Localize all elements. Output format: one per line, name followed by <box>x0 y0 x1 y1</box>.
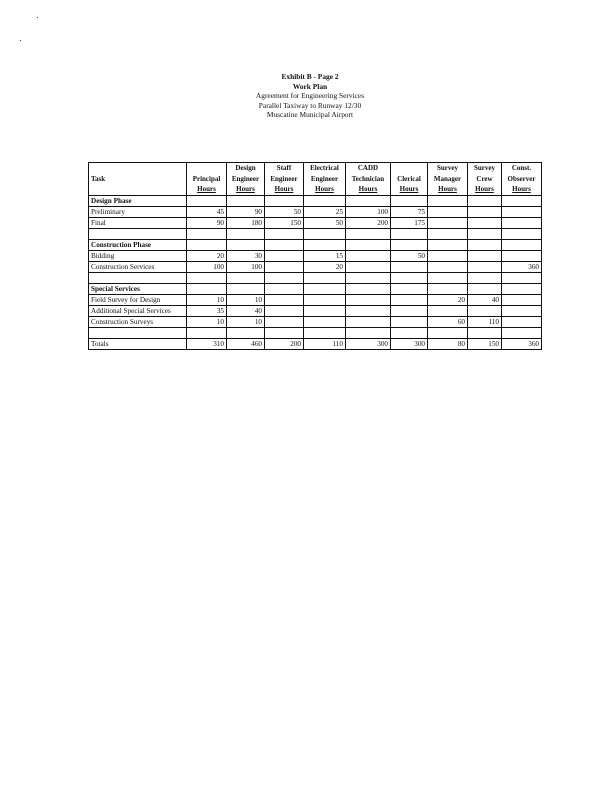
column-header: Engineer <box>304 174 346 185</box>
hours-cell <box>468 195 502 206</box>
task-cell <box>89 228 187 239</box>
hours-cell <box>468 217 502 228</box>
airport-title: Muscatine Municipal Airport <box>266 110 354 120</box>
hours-cell <box>428 228 468 239</box>
hours-cell: 20 <box>304 261 346 272</box>
hours-cell <box>346 261 391 272</box>
column-header: Technician <box>346 174 391 185</box>
hours-cell <box>346 228 391 239</box>
hours-cell <box>428 305 468 316</box>
document-header <box>200 72 420 120</box>
hours-cell: 180 <box>227 217 265 228</box>
hours-cell: 90 <box>187 217 227 228</box>
hours-cell <box>428 261 468 272</box>
hours-cell <box>265 261 304 272</box>
table-row <box>89 228 542 239</box>
table-row <box>89 261 542 272</box>
column-header: Const. <box>502 163 542 174</box>
scan-speck <box>20 40 21 41</box>
hours-cell: 200 <box>265 338 304 349</box>
hours-cell <box>468 206 502 217</box>
hours-cell <box>187 272 227 283</box>
column-header: Survey <box>468 163 502 174</box>
header-row <box>89 163 542 174</box>
hours-cell <box>428 250 468 261</box>
hours-cell <box>187 327 227 338</box>
hours-cell <box>428 217 468 228</box>
hours-cell <box>187 228 227 239</box>
task-cell: Final <box>89 217 187 228</box>
column-header <box>391 163 428 174</box>
column-header: Survey <box>428 163 468 174</box>
column-header: Observer <box>502 174 542 185</box>
hours-cell <box>227 283 265 294</box>
hours-cell <box>304 316 346 327</box>
column-header <box>187 163 227 174</box>
hours-cell <box>304 239 346 250</box>
hours-cell: 25 <box>304 206 346 217</box>
scan-speck <box>37 17 38 18</box>
task-cell <box>89 272 187 283</box>
table-row <box>89 272 542 283</box>
hours-cell <box>227 327 265 338</box>
hours-cell <box>346 294 391 305</box>
hours-cell <box>502 228 542 239</box>
hours-cell: 60 <box>428 316 468 327</box>
hours-cell <box>304 228 346 239</box>
hours-cell: 460 <box>227 338 265 349</box>
hours-cell: 110 <box>468 316 502 327</box>
hours-cell <box>502 217 542 228</box>
hours-cell <box>304 305 346 316</box>
hours-cell <box>428 272 468 283</box>
task-cell: Design Phase <box>89 195 187 206</box>
task-header <box>89 163 187 174</box>
column-header: Hours <box>502 184 542 195</box>
hours-cell: 45 <box>187 206 227 217</box>
task-header <box>89 184 187 195</box>
hours-cell <box>502 206 542 217</box>
column-header: Hours <box>468 184 502 195</box>
hours-cell <box>265 294 304 305</box>
hours-cell <box>502 239 542 250</box>
hours-cell: 310 <box>187 338 227 349</box>
task-cell: Bidding <box>89 250 187 261</box>
hours-cell <box>346 250 391 261</box>
hours-cell: 110 <box>304 338 346 349</box>
project-title: Parallel Taxiway to Runway 12/30 <box>258 100 362 110</box>
hours-cell <box>428 206 468 217</box>
task-cell: Special Services <box>89 283 187 294</box>
hours-cell <box>468 239 502 250</box>
hours-cell <box>428 327 468 338</box>
hours-cell <box>391 305 428 316</box>
hours-cell: 150 <box>265 217 304 228</box>
hours-cell <box>502 327 542 338</box>
hours-cell: 10 <box>187 316 227 327</box>
column-header: Engineer <box>265 174 304 185</box>
hours-cell <box>391 283 428 294</box>
column-header: Hours <box>304 184 346 195</box>
hours-cell: 300 <box>346 338 391 349</box>
hours-cell <box>346 327 391 338</box>
hours-cell <box>265 250 304 261</box>
hours-cell <box>346 195 391 206</box>
hours-cell <box>468 272 502 283</box>
task-cell <box>89 327 187 338</box>
column-header: Staff <box>265 163 304 174</box>
hours-cell: 20 <box>428 294 468 305</box>
work-plan-table <box>88 162 542 350</box>
hours-cell <box>502 195 542 206</box>
hours-cell: 10 <box>227 316 265 327</box>
column-header: Hours <box>391 184 428 195</box>
hours-cell <box>304 195 346 206</box>
hours-cell <box>346 272 391 283</box>
hours-cell <box>468 261 502 272</box>
hours-cell <box>468 305 502 316</box>
table-row <box>89 217 542 228</box>
hours-cell <box>265 272 304 283</box>
column-header: Hours <box>265 184 304 195</box>
hours-cell <box>391 239 428 250</box>
hours-cell <box>468 250 502 261</box>
hours-cell <box>265 239 304 250</box>
hours-cell <box>346 316 391 327</box>
exhibit-title: Exhibit B - Page 2 <box>281 72 339 81</box>
hours-cell: 10 <box>187 294 227 305</box>
hours-cell <box>468 228 502 239</box>
hours-cell <box>428 239 468 250</box>
hours-cell: 100 <box>187 261 227 272</box>
hours-cell <box>304 283 346 294</box>
hours-cell <box>502 305 542 316</box>
column-header: Engineer <box>227 174 265 185</box>
hours-cell <box>227 272 265 283</box>
totals-row <box>89 338 542 349</box>
hours-cell <box>304 327 346 338</box>
table-row <box>89 206 542 217</box>
hours-cell <box>428 283 468 294</box>
hours-cell: 80 <box>428 338 468 349</box>
hours-cell: 200 <box>346 217 391 228</box>
table-row <box>89 294 542 305</box>
hours-cell: 75 <box>391 206 428 217</box>
hours-cell: 100 <box>227 261 265 272</box>
column-header: Manager <box>428 174 468 185</box>
task-header: Task <box>89 174 187 185</box>
column-header: Hours <box>187 184 227 195</box>
hours-cell: 35 <box>187 305 227 316</box>
header-row <box>89 174 542 185</box>
hours-cell <box>265 305 304 316</box>
hours-cell <box>468 327 502 338</box>
task-cell: Field Survey for Design <box>89 294 187 305</box>
hours-cell <box>187 239 227 250</box>
hours-cell <box>346 283 391 294</box>
hours-cell: 50 <box>265 206 304 217</box>
table-row <box>89 305 542 316</box>
hours-cell <box>502 283 542 294</box>
section-row <box>89 239 542 250</box>
hours-cell: 40 <box>468 294 502 305</box>
hours-cell <box>346 239 391 250</box>
task-cell: Preliminary <box>89 206 187 217</box>
table-row <box>89 327 542 338</box>
column-header: Hours <box>227 184 265 195</box>
column-header: CADD <box>346 163 391 174</box>
hours-cell <box>468 283 502 294</box>
hours-cell: 360 <box>502 338 542 349</box>
hours-cell <box>391 228 428 239</box>
section-row <box>89 195 542 206</box>
table-row <box>89 316 542 327</box>
table-row <box>89 250 542 261</box>
section-row <box>89 283 542 294</box>
hours-cell <box>428 195 468 206</box>
hours-cell <box>265 316 304 327</box>
task-cell: Additional Special Services <box>89 305 187 316</box>
hours-cell: 360 <box>502 261 542 272</box>
hours-cell <box>502 272 542 283</box>
hours-cell: 100 <box>346 206 391 217</box>
hours-cell <box>265 195 304 206</box>
hours-cell: 20 <box>187 250 227 261</box>
hours-cell: 175 <box>391 217 428 228</box>
hours-cell: 15 <box>304 250 346 261</box>
header-row <box>89 184 542 195</box>
hours-cell <box>391 195 428 206</box>
hours-cell: 90 <box>227 206 265 217</box>
hours-cell: 50 <box>304 217 346 228</box>
hours-cell <box>391 327 428 338</box>
hours-cell <box>304 272 346 283</box>
column-header: Principal <box>187 174 227 185</box>
hours-cell <box>502 294 542 305</box>
hours-cell <box>265 283 304 294</box>
task-cell: Totals <box>89 338 187 349</box>
column-header: Hours <box>346 184 391 195</box>
hours-cell <box>265 327 304 338</box>
hours-cell <box>391 261 428 272</box>
column-header: Crew <box>468 174 502 185</box>
column-header: Hours <box>428 184 468 195</box>
hours-cell: 150 <box>468 338 502 349</box>
hours-cell: 300 <box>391 338 428 349</box>
hours-cell <box>391 294 428 305</box>
column-header: Clerical <box>391 174 428 185</box>
work-plan-title: Work Plan <box>292 81 328 91</box>
hours-cell <box>346 305 391 316</box>
hours-cell <box>304 294 346 305</box>
agreement-title: Agreement for Engineering Services <box>255 91 365 101</box>
hours-cell <box>187 195 227 206</box>
hours-cell <box>265 228 304 239</box>
hours-cell: 30 <box>227 250 265 261</box>
task-cell: Construction Services <box>89 261 187 272</box>
column-header: Design <box>227 163 265 174</box>
hours-cell <box>391 316 428 327</box>
hours-cell <box>227 239 265 250</box>
hours-cell: 10 <box>227 294 265 305</box>
hours-cell: 50 <box>391 250 428 261</box>
hours-cell <box>227 195 265 206</box>
column-header: Electrical <box>304 163 346 174</box>
hours-cell: 40 <box>227 305 265 316</box>
task-cell: Construction Surveys <box>89 316 187 327</box>
hours-cell <box>227 228 265 239</box>
task-cell: Construction Phase <box>89 239 187 250</box>
hours-cell <box>502 250 542 261</box>
hours-cell <box>391 272 428 283</box>
hours-cell <box>187 283 227 294</box>
hours-cell <box>502 316 542 327</box>
